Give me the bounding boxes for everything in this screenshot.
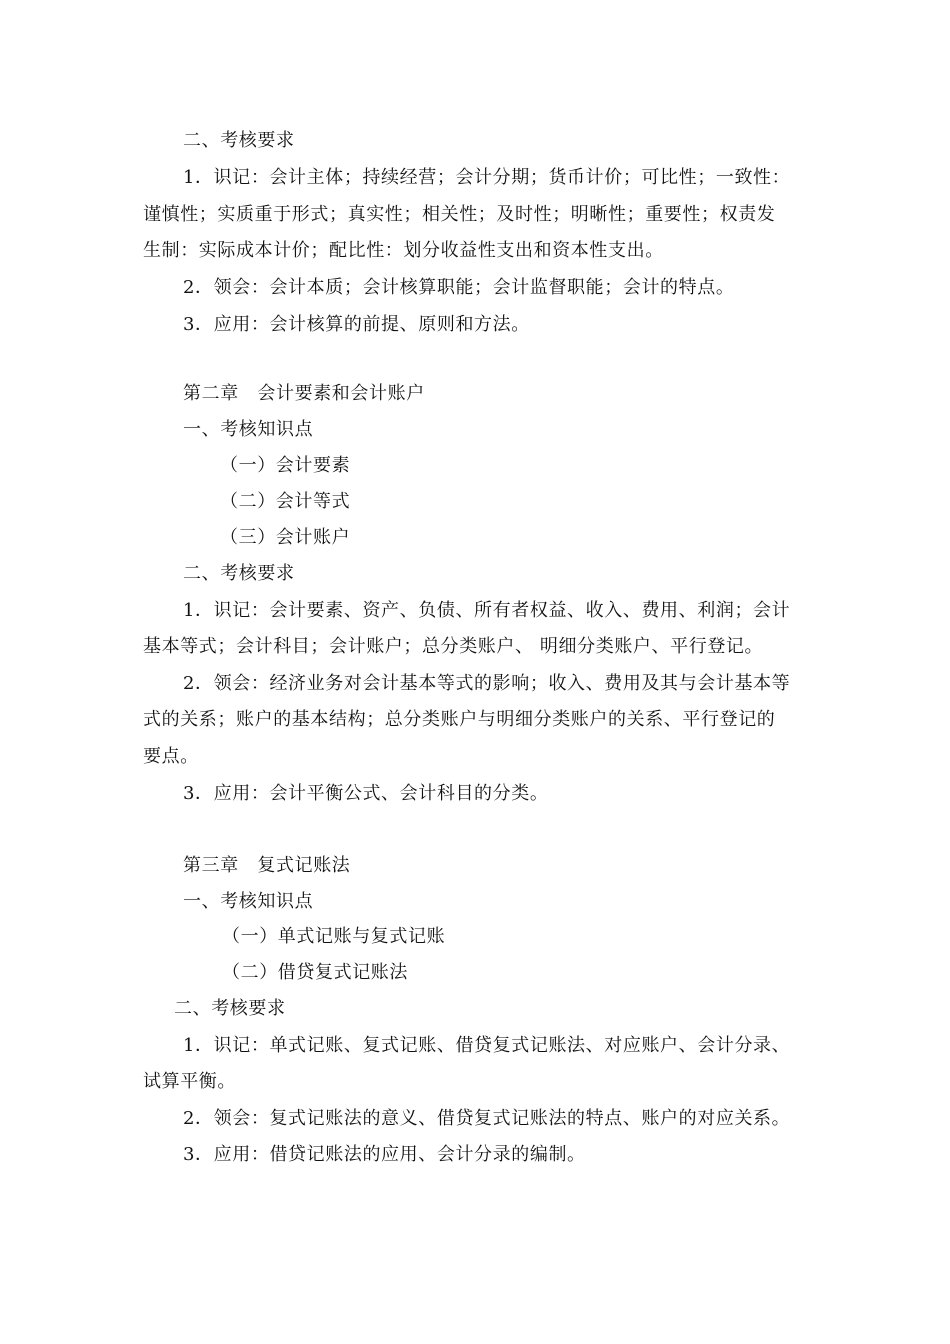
ch1-requirements-heading: 二、考核要求	[183, 130, 295, 151]
ch3-point-2: （二）借贷复式记账法	[222, 962, 408, 983]
ch3-req-item1-line2: 试算平衡。	[143, 1071, 236, 1092]
ch1-req-item3: 3．应用：会计核算的前提、原则和方法。	[183, 314, 530, 335]
ch2-req-item2-line3: 要点。	[143, 746, 199, 767]
ch2-req-item1-line2: 基本等式；会计科目；会计账户；总分类账户、 明细分类账户、平行登记。	[143, 636, 764, 657]
ch1-req-item1-line2: 谨慎性；实质重于形式；真实性；相关性；及时性；明晰性；重要性；权责发	[143, 204, 776, 225]
ch2-knowledge-heading: 一、考核知识点	[183, 419, 314, 440]
ch3-point-1: （一）单式记账与复式记账	[222, 926, 446, 947]
ch3-requirements-heading: 二、考核要求	[174, 998, 286, 1019]
ch3-title: 第三章 复式记账法	[183, 855, 351, 876]
ch2-req-item2-line2: 式的关系；账户的基本结构；总分类账户与明细分类账户的关系、平行登记的	[143, 709, 776, 730]
ch3-req-item2: 2．领会：复式记账法的意义、借贷复式记账法的特点、账户的对应关系。	[183, 1108, 791, 1129]
ch1-req-item1-line1: 1．识记：会计主体；持续经营；会计分期；货币计价；可比性；一致性：	[183, 167, 791, 188]
ch2-point-1: （一）会计要素	[220, 455, 351, 476]
ch1-req-item2: 2．领会：会计本质；会计核算职能；会计监督职能；会计的特点。	[183, 277, 735, 298]
ch3-req-item1-line1: 1．识记：单式记账、复式记账、借贷复式记账法、对应账户、会计分录、	[183, 1035, 791, 1056]
ch2-title: 第二章 会计要素和会计账户	[183, 383, 425, 404]
ch2-requirements-heading: 二、考核要求	[183, 563, 295, 584]
ch2-point-3: （三）会计账户	[220, 527, 351, 548]
ch3-req-item3: 3．应用：借贷记账法的应用、会计分录的编制。	[183, 1144, 586, 1165]
ch2-req-item1-line1: 1．识记：会计要素、资产、负债、所有者权益、收入、费用、利润；会计	[183, 600, 791, 621]
ch3-knowledge-heading: 一、考核知识点	[183, 891, 314, 912]
ch2-point-2: （二）会计等式	[220, 491, 351, 512]
ch2-req-item2-line1: 2．领会：经济业务对会计基本等式的影响；收入、费用及其与会计基本等	[183, 673, 791, 694]
ch2-req-item3: 3．应用：会计平衡公式、会计科目的分类。	[183, 783, 549, 804]
ch1-req-item1-line3: 生制：实际成本计价；配比性：划分收益性支出和资本性支出。	[143, 240, 664, 261]
